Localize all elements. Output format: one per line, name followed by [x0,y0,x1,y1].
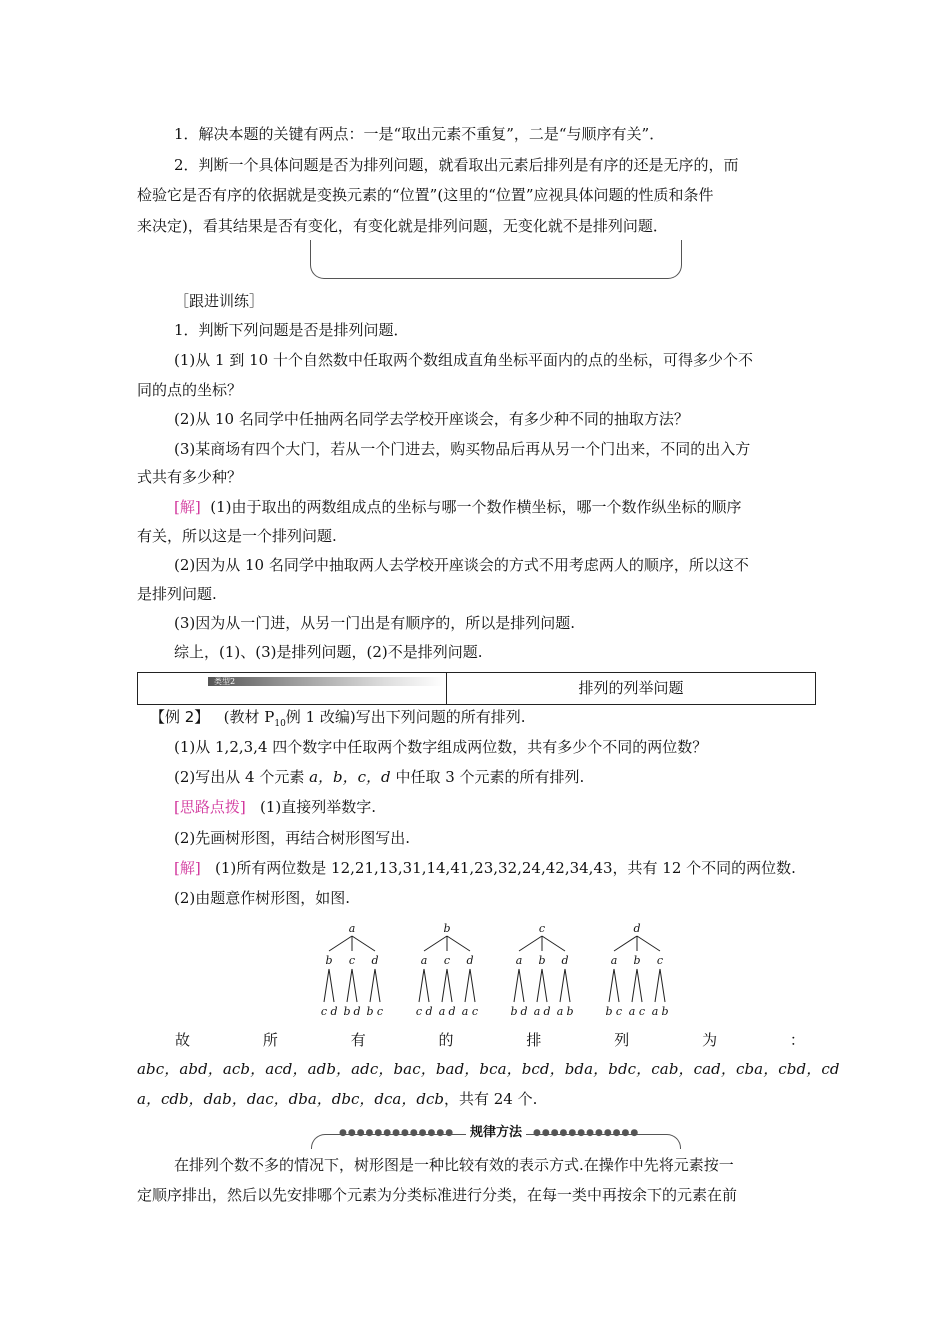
method-paragraph-line-2: 定顺序排出，然后以先安排哪个元素为分类标准进行分类，在每一类中再按余下的元素在前 [137,1186,738,1204]
example-label: 【例 2】 [150,708,210,726]
type-heading-table [137,672,816,705]
tree-edge [560,969,565,1002]
tree-edge [519,936,542,951]
tree-edge [519,969,524,1002]
example-q2-pre: (2)写出从 4 个元素 [174,768,310,786]
tree-mid-node: d [561,954,569,967]
tree-edge [632,969,637,1002]
tree-edge [637,969,642,1002]
example-source-pre: (教材 P [223,708,275,726]
tree-mid-node: b [325,954,333,967]
hint-label: [思路点拨] [174,798,246,816]
tree-edge [324,969,329,1002]
tree-leaf-node: a [651,1005,659,1018]
tree-root-node: b [443,922,451,935]
tree-leaf-node: c [615,1005,623,1018]
tree-leaf-node: a [438,1005,446,1018]
tree-edge [447,936,470,951]
tree-edge [655,969,660,1002]
example-q2-post: 中任取 3 个元素的所有排列. [390,768,585,786]
tree-mid-node: d [371,954,379,967]
training-q1-line-1: (1)从 1 到 10 十个自然数中任取两个数组成直角坐标平面内的点的坐标，可得多少个不 [174,351,753,369]
conclusion-char: 为 [702,1031,718,1049]
method-dots-right: ●●●●●●●●●●●● [533,1128,640,1138]
example-solution-1 [174,858,814,878]
tree-edge [637,936,660,951]
tree-mid-node: c [348,954,356,967]
notes-bracket-frame [310,240,682,279]
tree-leaf-node: a [628,1005,636,1018]
solution-1-line-1: (1)由于取出的两数组成点的坐标与哪一个数作横坐标，哪一个数作纵坐标的顺序 [210,498,742,516]
example-q2-vars: a，b，c，d [309,768,391,786]
permutation-count: ，共有 24 个. [443,1090,538,1108]
method-dots-left: ●●●●●●●●●●●●● [339,1128,455,1138]
conclusion-char: 排 [526,1031,542,1049]
solution-label: [解] [174,498,201,516]
tree-leaf-node: c [376,1005,384,1018]
tree-edge [370,969,375,1002]
tree-edge [537,969,542,1002]
conclusion-char: 有 [350,1031,366,1049]
tree-leaf-node: b [510,1005,518,1018]
note-1: 1．解决本题的关键有两点：一是“取出元素不重复”，二是“与顺序有关”． [174,125,665,143]
tree-edge [609,969,614,1002]
tree-leaf-node: d [353,1005,361,1018]
method-title: 规律方法 [466,1124,526,1142]
tree-mid-node: d [466,954,474,967]
tree-leaf-node: a [556,1005,564,1018]
conclusion-char: 的 [438,1031,454,1049]
tree-leaf-node: b [566,1005,574,1018]
tree-mid-node: c [656,954,664,967]
example-hint-2: (2)先画树形图，再结合树形图写出. [174,829,411,847]
tree-edge [614,969,619,1002]
tree-mid-node: c [443,954,451,967]
tree-edge [447,969,452,1002]
example-q1: (1)从 1,2,3,4 四个数字中任取两个数字组成两位数，共有多少个不同的两位数？ [174,738,708,756]
tree-edge [419,969,424,1002]
example-solution-2: (2)由题意作树形图，如图. [174,889,351,907]
tree-leaf-node: c [471,1005,479,1018]
tree-leaf-node: b [661,1005,669,1018]
tree-leaf-node: c [415,1005,423,1018]
conclusion-line [175,1030,805,1050]
type-badge: 类型2 [208,677,444,686]
permutation-tree-diagrams [300,918,680,1023]
tree-root-node: a [348,922,356,935]
tree-mid-node: a [515,954,523,967]
tree-mid-node: b [538,954,546,967]
permutation-list-line-1: abc，abd，acb，acd，adb，adc，bac，bad，bca，bcd，bda，bdc，cab，cad，cba，cbd，cd [137,1060,840,1078]
tree-edge [329,969,334,1002]
example-heading [150,707,828,734]
tree-edge [352,969,357,1002]
note-2-line-2: 检验它是否有序的依据就是变换元素的“位置”(这里的“位置”应视具体问题的性质和条件 [137,186,714,204]
tree-edge [424,936,447,951]
conclusion-char: ： [789,1031,805,1049]
tree-leaf-node: c [638,1005,646,1018]
tree-edge [329,936,352,951]
tree-leaf-node: d [330,1005,338,1018]
example-source-subscript: 10 [274,719,286,729]
tree-leaf-node: d [448,1005,456,1018]
training-solution-2-line-1: (2)因为从 10 名同学中抽取两人去学校开座谈会的方式不用考虑两人的顺序，所以这不 [174,556,749,574]
permutation-list-tail-italic: a，cdb，dab，dac，dba，dbc，dca，dcb [137,1090,444,1108]
tree-root-node: d [633,922,641,935]
training-solution-1 [174,497,814,517]
tree-mid-node: a [610,954,618,967]
tree-edge [542,936,565,951]
tree-mid-node: b [633,954,641,967]
tree-edge [565,969,570,1002]
tree-leaf-node: a [461,1005,469,1018]
tree-edge [514,969,519,1002]
example-solution-label: [解] [174,859,201,877]
training-q3-line-1: (3)某商场有四个大门，若从一个门进去，购买物品后再从另一个门出来，不同的出入方 [174,440,751,458]
example-source-post: 例 1 改编)写出下列问题的所有排列. [285,708,526,726]
conclusion-char: 所 [262,1031,278,1049]
tree-edge [660,969,665,1002]
tree-leaf-node: d [520,1005,528,1018]
training-question-title: 1．判断下列问题是否是排列问题． [174,321,409,339]
conclusion-char: 列 [614,1031,630,1049]
type-title: 排列的列举问题 [578,679,684,697]
tree-leaf-node: a [533,1005,541,1018]
tree-root-node: c [538,922,546,935]
tree-edge [470,969,475,1002]
tree-leaf-node: b [343,1005,351,1018]
example-hint [174,797,814,817]
method-banner [311,1126,681,1148]
tree-edge [347,969,352,1002]
tree-mid-node: a [420,954,428,967]
conclusion-char: 故 [175,1031,191,1049]
training-solution-2-line-2: 是排列问题. [137,585,217,603]
tree-edge [352,936,375,951]
example-q2 [174,767,814,787]
training-q3-line-2: 式共有多少种？ [137,468,243,486]
hint-1: (1)直接列举数字. [260,798,377,816]
training-summary: 综上，(1)、(3)是排列问题，(2)不是排列问题. [174,643,483,661]
permutation-list-line-2 [137,1089,815,1109]
tree-leaf-node: d [543,1005,551,1018]
tree-edge [465,969,470,1002]
method-paragraph-line-1: 在排列个数不多的情况下，树形图是一种比较有效的表示方式.在操作中先将元素按一 [174,1156,734,1174]
note-2-line-1: 2．判断一个具体问题是否为排列问题，就看取出元素后排列是有序的还是无序的，而 [174,156,739,174]
tree-leaf-node: b [605,1005,613,1018]
tree-leaf-node: b [366,1005,374,1018]
note-2-line-3: 来决定)，看其结果是否有变化，有变化就是排列问题，无变化就不是排列问题． [137,217,668,235]
tree-leaf-node: c [320,1005,328,1018]
tree-edge [614,936,637,951]
tree-leaf-node: d [425,1005,433,1018]
example-solution-1-text: (1)所有两位数是 12,21,13,31,14,41,23,32,24,42,34,43，共有 12 个不同的两位数. [215,859,796,877]
training-header: ［跟进训练］ [174,292,265,310]
tree-edge [424,969,429,1002]
training-q2: (2)从 10 名同学中任抽两名同学去学校开座谈会，有多少种不同的抽取方法？ [174,410,689,428]
tree-edge [442,969,447,1002]
type-badge-cell [138,673,447,704]
tree-edge [375,969,380,1002]
training-solution-3: (3)因为从一门进，从另一门出是有顺序的，所以是排列问题. [174,614,576,632]
training-solution-1-line-2: 有关，所以这是一个排列问题. [137,527,337,545]
training-q1-line-2: 同的点的坐标？ [137,381,243,399]
tree-edge [542,969,547,1002]
